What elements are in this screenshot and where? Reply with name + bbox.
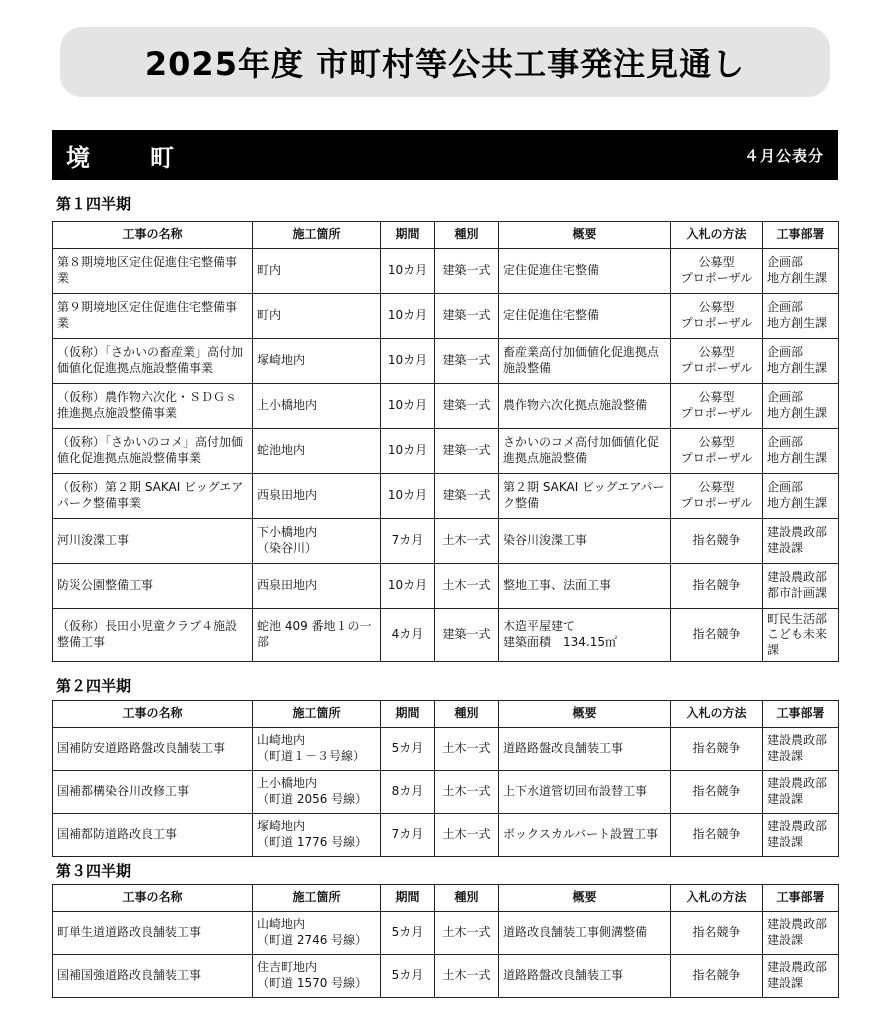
work-name-cell: 国補国強道路改良舗装工事 <box>53 955 253 998</box>
quarter-heading: 第１四半期 <box>56 195 132 213</box>
column-header: 施工箇所 <box>253 701 381 728</box>
period-cell: 10カ月 <box>381 339 435 384</box>
type-cell: 土木一式 <box>435 564 499 609</box>
summary-cell: 道路路盤改良舗装工事 <box>499 955 671 998</box>
summary-cell: 農作物六次化拠点施設整備 <box>499 384 671 429</box>
department-cell: 企画部 地方創生課 <box>763 384 839 429</box>
type-cell: 建築一式 <box>435 474 499 519</box>
department-cell: 建設農政部 建設課 <box>763 814 839 857</box>
table-header-row <box>53 885 839 912</box>
department-cell: 企画部 地方創生課 <box>763 294 839 339</box>
column-header: 工事部署 <box>763 701 839 728</box>
bid-method-cell: 指名競争 <box>671 814 763 857</box>
type-cell: 建築一式 <box>435 249 499 294</box>
column-header: 工事の名称 <box>53 222 253 249</box>
type-cell: 土木一式 <box>435 771 499 814</box>
summary-cell: 道路路盤改良舗装工事 <box>499 728 671 771</box>
bid-method-cell: 指名競争 <box>671 564 763 609</box>
work-name-cell: （仮称）長田小児童クラブ４施設整備工事 <box>53 609 253 662</box>
table-row <box>53 955 839 998</box>
department-cell: 建設農政部 建設課 <box>763 728 839 771</box>
works-table <box>52 884 839 998</box>
summary-cell: 道路改良舗装工事側溝整備 <box>499 912 671 955</box>
period-cell: 10カ月 <box>381 429 435 474</box>
department-cell: 企画部 地方創生課 <box>763 429 839 474</box>
bid-method-cell: 公募型 プロポーザル <box>671 429 763 474</box>
period-cell: 10カ月 <box>381 564 435 609</box>
table-row <box>53 474 839 519</box>
work-name-cell: 国補都構染谷川改修工事 <box>53 771 253 814</box>
period-cell: 7カ月 <box>381 519 435 564</box>
location-cell: 下小橋地内 （染谷川） <box>253 519 381 564</box>
work-name-cell: 国補防安道路路盤改良舗装工事 <box>53 728 253 771</box>
summary-cell: 定住促進住宅整備 <box>499 249 671 294</box>
department-cell: 企画部 地方創生課 <box>763 474 839 519</box>
column-header: 入札の方法 <box>671 701 763 728</box>
table-row <box>53 771 839 814</box>
column-header: 種別 <box>435 885 499 912</box>
location-cell: 上小橋地内 <box>253 384 381 429</box>
location-cell: 蛇池地内 <box>253 429 381 474</box>
bid-method-cell: 公募型 プロポーザル <box>671 384 763 429</box>
type-cell: 土木一式 <box>435 728 499 771</box>
column-header: 期間 <box>381 885 435 912</box>
bid-method-cell: 指名競争 <box>671 912 763 955</box>
location-cell: 西泉田地内 <box>253 564 381 609</box>
summary-cell: 畜産業高付加価値化促進拠点施設整備 <box>499 339 671 384</box>
period-cell: 4カ月 <box>381 609 435 662</box>
works-table <box>52 221 839 662</box>
department-cell: 建設農政部 建設課 <box>763 771 839 814</box>
location-cell: 塚崎地内 （町道 1776 号線） <box>253 814 381 857</box>
column-header: 工事部署 <box>763 222 839 249</box>
quarter-heading: 第３四半期 <box>56 862 132 880</box>
table-row <box>53 564 839 609</box>
bid-method-cell: 指名競争 <box>671 728 763 771</box>
work-name-cell: 防災公園整備工事 <box>53 564 253 609</box>
works-table <box>52 700 839 857</box>
department-cell: 企画部 地方創生課 <box>763 339 839 384</box>
type-cell: 建築一式 <box>435 339 499 384</box>
bid-method-cell: 公募型 プロポーザル <box>671 339 763 384</box>
column-header: 概要 <box>499 701 671 728</box>
location-cell: 住吉町地内 （町道 1570 号線） <box>253 955 381 998</box>
department-cell: 建設農政部 建設課 <box>763 912 839 955</box>
location-cell: 西泉田地内 <box>253 474 381 519</box>
department-cell: 建設農政部 建設課 <box>763 955 839 998</box>
department-cell: 建設農政部 都市計画課 <box>763 564 839 609</box>
work-name-cell: 町単生道道路改良舗装工事 <box>53 912 253 955</box>
summary-cell: 木造平屋建て 建築面積 134.15㎡ <box>499 609 671 662</box>
column-header: 期間 <box>381 701 435 728</box>
bid-method-cell: 指名競争 <box>671 771 763 814</box>
period-cell: 5カ月 <box>381 955 435 998</box>
bid-method-cell: 指名競争 <box>671 955 763 998</box>
type-cell: 土木一式 <box>435 814 499 857</box>
column-header: 概要 <box>499 885 671 912</box>
department-cell: 建設農政部 建設課 <box>763 519 839 564</box>
type-cell: 土木一式 <box>435 912 499 955</box>
location-cell: 町内 <box>253 249 381 294</box>
type-cell: 建築一式 <box>435 294 499 339</box>
location-cell: 山崎地内 （町道 2746 号線） <box>253 912 381 955</box>
location-cell: 町内 <box>253 294 381 339</box>
period-cell: 5カ月 <box>381 728 435 771</box>
table-row <box>53 912 839 955</box>
column-header: 施工箇所 <box>253 885 381 912</box>
work-name-cell: 国補都防道路改良工事 <box>53 814 253 857</box>
title-box <box>60 27 830 97</box>
table-row <box>53 294 839 339</box>
table-row <box>53 814 839 857</box>
work-name-cell: 第８期境地区定住促進住宅整備事業 <box>53 249 253 294</box>
column-header: 期間 <box>381 222 435 249</box>
department-cell: 企画部 地方創生課 <box>763 249 839 294</box>
bid-method-cell: 指名競争 <box>671 609 763 662</box>
period-cell: 7カ月 <box>381 814 435 857</box>
table-header-row <box>53 222 839 249</box>
period-cell: 10カ月 <box>381 294 435 339</box>
column-header: 工事部署 <box>763 885 839 912</box>
summary-cell: 整地工事、法面工事 <box>499 564 671 609</box>
period-cell: 5カ月 <box>381 912 435 955</box>
location-cell: 上小橋地内 （町道 2056 号線） <box>253 771 381 814</box>
work-name-cell: 河川浚渫工事 <box>53 519 253 564</box>
location-cell: 山崎地内 （町道１－３号線） <box>253 728 381 771</box>
period-cell: 10カ月 <box>381 474 435 519</box>
table-row <box>53 609 839 662</box>
period-cell: 10カ月 <box>381 249 435 294</box>
work-name-cell: （仮称）「さかいのコメ」高付加価値化促進拠点施設整備事業 <box>53 429 253 474</box>
column-header: 種別 <box>435 701 499 728</box>
summary-cell: 定住促進住宅整備 <box>499 294 671 339</box>
location-cell: 蛇池 409 番地１の一部 <box>253 609 381 662</box>
table-row <box>53 384 839 429</box>
summary-cell: さかいのコメ高付加価値化促進拠点施設整備 <box>499 429 671 474</box>
type-cell: 建築一式 <box>435 384 499 429</box>
town-header-band <box>52 130 838 180</box>
table-row <box>53 249 839 294</box>
work-name-cell: 第９期境地区定住促進住宅整備事業 <box>53 294 253 339</box>
bid-method-cell: 公募型 プロポーザル <box>671 294 763 339</box>
column-header: 概要 <box>499 222 671 249</box>
period-cell: 10カ月 <box>381 384 435 429</box>
work-name-cell: （仮称）第２期 SAKAI ビッグエアパーク整備事業 <box>53 474 253 519</box>
type-cell: 土木一式 <box>435 519 499 564</box>
type-cell: 建築一式 <box>435 429 499 474</box>
summary-cell: 染谷川浚渫工事 <box>499 519 671 564</box>
location-cell: 塚崎地内 <box>253 339 381 384</box>
column-header: 工事の名称 <box>53 701 253 728</box>
bid-method-cell: 指名競争 <box>671 519 763 564</box>
department-cell: 町民生活部 こども未来課 <box>763 609 839 662</box>
work-name-cell: （仮称）農作物六次化・ＳＤＧｓ推進拠点施設整備事業 <box>53 384 253 429</box>
column-header: 種別 <box>435 222 499 249</box>
quarter-heading: 第２四半期 <box>56 677 132 695</box>
page-title: 2025年度 市町村等公共工事発注見通し <box>144 45 746 83</box>
table-row <box>53 519 839 564</box>
column-header: 入札の方法 <box>671 885 763 912</box>
summary-cell: 第２期 SAKAI ビッグエアパーク整備 <box>499 474 671 519</box>
summary-cell: 上下水道管切回布設替工事 <box>499 771 671 814</box>
column-header: 入札の方法 <box>671 222 763 249</box>
work-name-cell: （仮称）「さかいの畜産業」高付加価値化促進拠点施設整備事業 <box>53 339 253 384</box>
column-header: 施工箇所 <box>253 222 381 249</box>
table-header-row <box>53 701 839 728</box>
table-row <box>53 728 839 771</box>
summary-cell: ボックスカルバート設置工事 <box>499 814 671 857</box>
column-header: 工事の名称 <box>53 885 253 912</box>
town-name: 境 町 <box>66 143 192 172</box>
type-cell: 建築一式 <box>435 609 499 662</box>
published-label: ４月公表分 <box>743 146 824 165</box>
table-row <box>53 429 839 474</box>
period-cell: 8カ月 <box>381 771 435 814</box>
type-cell: 土木一式 <box>435 955 499 998</box>
bid-method-cell: 公募型 プロポーザル <box>671 474 763 519</box>
bid-method-cell: 公募型 プロポーザル <box>671 249 763 294</box>
table-row <box>53 339 839 384</box>
